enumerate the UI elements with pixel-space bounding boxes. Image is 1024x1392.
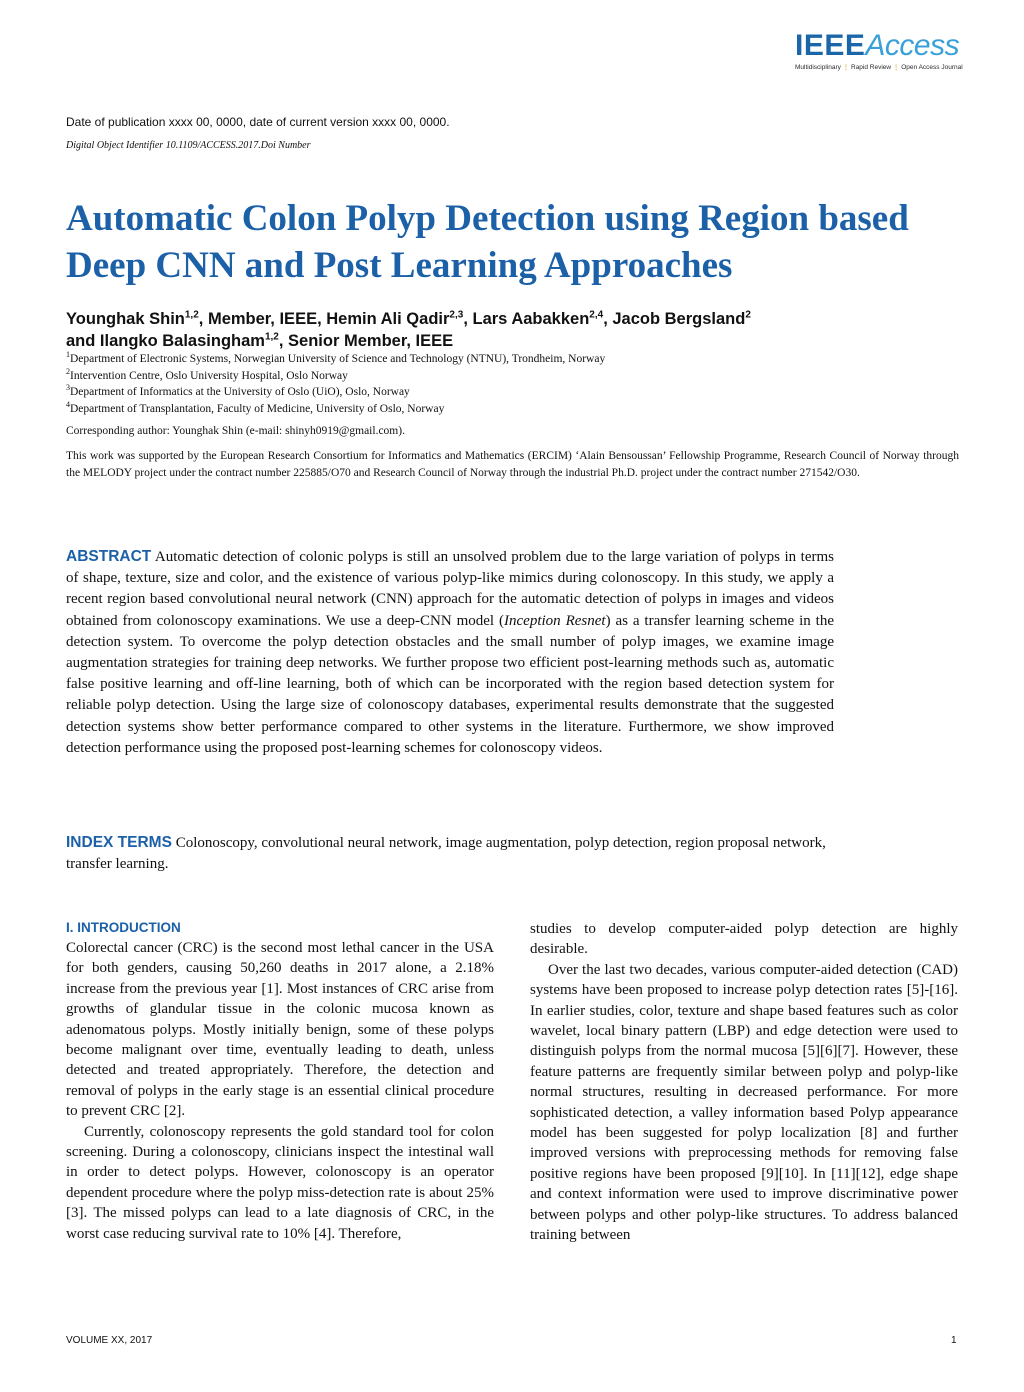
abstract-label: ABSTRACT [66,548,152,565]
footer-volume: VOLUME XX, 2017 [66,1335,153,1346]
affiliation-item [66,401,976,418]
author-list [66,308,976,352]
author-name: , Jacob Bergsland [603,310,746,328]
affiliations [66,351,976,417]
ieee-access-logo [795,30,970,78]
logo-wordmark [795,30,970,62]
logo-tagline-item: Multidisciplinary [795,64,841,71]
author-affil-sup: 1,2 [264,331,279,343]
title-line: Automatic Colon Polyp Detection using Region based [66,198,909,239]
section-heading-introduction: I. INTRODUCTION [66,920,181,935]
body-column-right [530,919,958,1246]
author-affil-sup: 1,2 [184,309,199,321]
affiliation-text: Department of Transplantation, Faculty of Medicine, University of Oslo, Norway [70,402,445,415]
footer-page-number: 1 [951,1335,957,1346]
body-paragraph: studies to develop computer-aided polyp detection are highly desirable. [530,921,958,958]
author-affil-sup: 2,4 [589,309,604,321]
logo-tagline-item: Open Access Journal [901,64,963,71]
logo-tagline-item: Rapid Review [851,64,892,71]
logo-separator: ⋮ [892,64,900,71]
author-name: , Senior Member, IEEE [278,332,454,350]
abstract-model-name: Inception Resnet [504,612,606,629]
body-column-left [66,938,494,1244]
affiliation-text: Intervention Centre, Oslo University Hospital, Oslo Norway [70,369,348,382]
author-name: , Lars Aabakken [463,310,590,328]
author-name: Younghak Shin [66,310,185,328]
author-affil-sup: 2 [745,309,751,321]
index-terms-text: Colonoscopy, convolutional neural network, image augmentation, polyp detection, region proposal network, transfer learning. [66,835,826,873]
logo-tagline [795,63,970,71]
author-affil-sup: 2,3 [449,309,464,321]
affiliation-text: Department of Electronic Systems, Norwegian University of Science and Technology (NTNU), Trondheim, Norway [70,353,606,365]
author-line [66,308,976,330]
affiliation-item [66,368,976,385]
body-paragraph: Colorectal cancer (CRC) is the second most lethal cancer in the USA for both genders, causing 50,260 deaths in 2017 alone, a 2.18% increase from the previous year [1]. Most instances of CRC arise from growths of glandular tissue in the colonic mucosa known as adenomatous polyps. Mostly initially benign, some of these polyps become malignant over time, eventually leading to death, unless detected and treated appropriately. Therefore, the detection and removal of polyps in the early stage is an essential clinical procedure to prevent CRC [2]. [66,940,494,1120]
body-paragraph: Currently, colonoscopy represents the gold standard tool for colon screening. During a colonoscopy, clinicians inspect the intestinal wall in order to detect polyps. However, colonoscopy is an operator dependent procedure where the polyp miss-detection rate is about 25% [3]. The missed polyps can lead to a late diagnosis of CRC, in the worst case reducing survival rate to 10% [4]. Therefore, [66,1123,494,1242]
logo-access-text: Access [865,29,960,62]
author-line [66,330,976,352]
affiliation-item [66,351,976,368]
affiliation-item [66,384,976,401]
affiliation-number: 2 [66,366,70,376]
doi-line: Digital Object Identifier 10.1109/ACCESS.2017.Doi Number [66,140,311,151]
affiliation-text: Department of Informatics at the University of Oslo (UiO), Oslo, Norway [70,386,410,399]
author-name: and Ilangko Balasingham [66,332,265,350]
index-terms [66,832,834,875]
paper-title [66,195,976,289]
body-paragraph: Over the last two decades, various computer-aided detection (CAD) systems have been proposed to increase polyp detection rates [5]-[16]. In earlier studies, color, texture and shape based features such as color wavelet, local binary pattern (LBP) and edge detection were used to distinguish polyps from the normal mucosa [5][6][7]. However, these feature patterns are frequently similar between polyp and polyp-like normal structures, resulting in decreased performance. For more sophisticated detection, a valley information based Polyp appearance model has been suggested for polyp localization [8] and further improved versions with preprocessing methods for removing false positive regions have been proposed [9][10]. In [11][12], edge shape and context information were used to improve discriminative power between polyps and other polyp-like structures. To address balanced training between [530,961,958,1244]
affiliation-number: 3 [66,383,70,393]
corresponding-author: Corresponding author: Younghak Shin (e-mail: shinyh0919@gmail.com). [66,425,405,437]
logo-separator: ⋮ [842,64,850,71]
title-line: Deep CNN and Post Learning Approaches [66,245,733,286]
affiliation-number: 1 [66,350,70,360]
funding-note: This work was supported by the European Research Consortium for Informatics and Mathematics (ERCIM) ‘Alain Bensoussan’ Fellowship Programme, Research Council of Norway through the MELODY project under the contract number 225885/O70 and Research Council of Norway through the industrial Ph.D. project under the contract number 271542/O30. [66,450,959,479]
publication-date: Date of publication xxxx 00, 0000, date of current version xxxx 00, 0000. [66,115,450,129]
abstract [66,546,834,759]
affiliation-number: 4 [66,399,70,409]
author-name: , Member, IEEE, Hemin Ali Qadir [198,310,450,328]
abstract-text: ) as a transfer learning scheme in the detection system. To overcome the polyp detection obstacles and the small number of polyp images, we examine image augmentation strategies for training deep networks. We further propose two efficient post-learning methods such as, automatic false positive learning and off-line learning, both of which can be incorporated with the region based detection system for reliable polyp detection. Using the large size of colonoscopy databases, experimental results demonstrate that the suggested detection systems show better performance compared to other systems in the literature. Furthermore, we show improved detection performance using the proposed post-learning schemes for colonoscopy videos. [66,612,834,756]
abstract-text: Automatic detection of colonic polyps is still an unsolved problem due to the large variation of polyps in terms of shape, texture, size and color, and the existence of various polyp-like mimics during colonoscopy. In this study, we apply a recent region based convolutional neural network (CNN) approach for the automatic detection of polyps in images and videos obtained from colonoscopy examinations. We use a deep-CNN model ( [66,549,834,629]
logo-ieee-text: IEEE [795,29,866,62]
index-terms-label: INDEX TERMS [66,834,172,851]
